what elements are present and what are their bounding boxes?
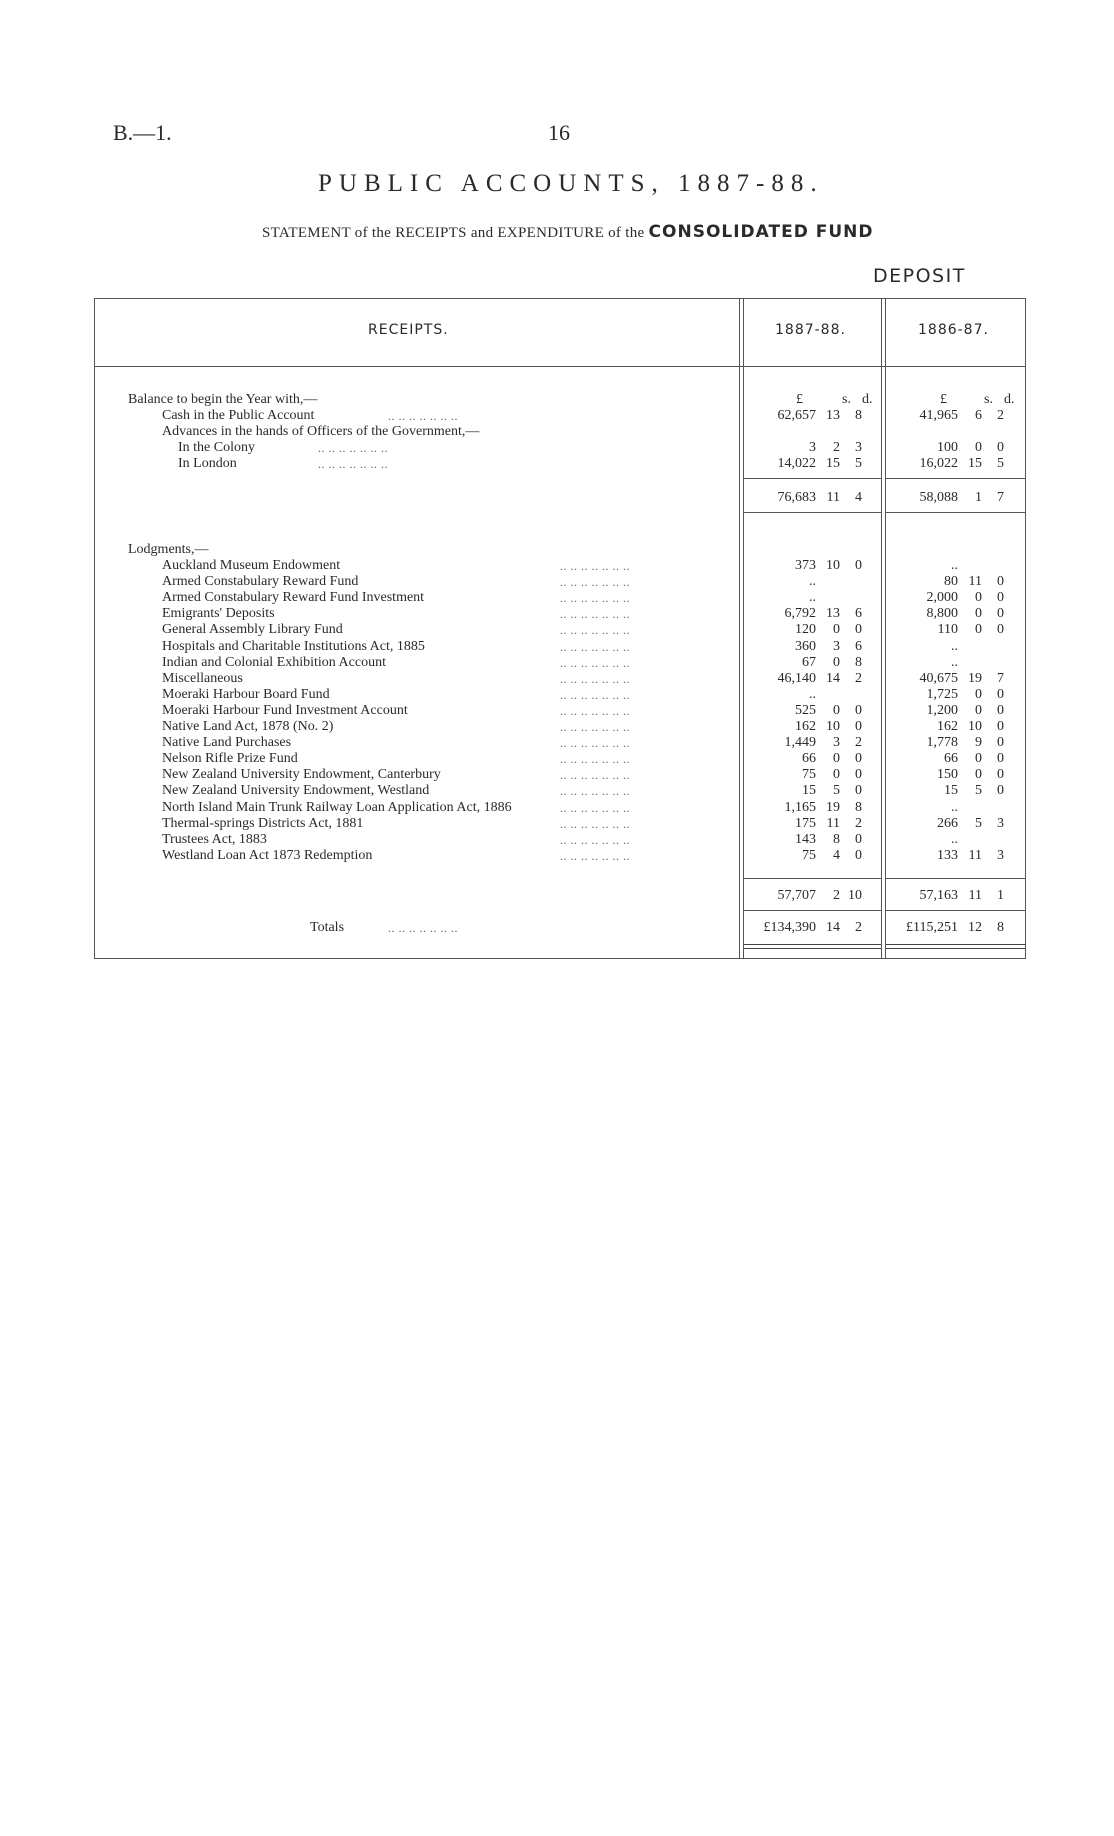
- pounds: ..: [809, 590, 816, 606]
- pence: 0: [855, 783, 862, 799]
- lodgments-heading: Lodgments,—: [128, 542, 209, 557]
- pence: 8: [997, 920, 1004, 935]
- row-label: Miscellaneous: [162, 670, 243, 686]
- pounds: ..: [951, 831, 958, 847]
- subtotal-rule: [886, 910, 1025, 911]
- pounds: 120: [795, 622, 816, 638]
- row-label: Thermal-springs Districts Act, 1881: [162, 815, 364, 831]
- advances-heading: Advances in the hands of Officers of the Government,—: [162, 424, 480, 439]
- table-left-border: [94, 298, 95, 958]
- pence: 0: [997, 702, 1004, 718]
- shillings: 10: [826, 719, 840, 734]
- row-label: In the Colony: [178, 440, 255, 455]
- balance-heading: Balance to begin the Year with,—: [128, 392, 318, 407]
- amount-1887-88: [744, 888, 862, 904]
- row-label: Armed Constabulary Reward Fund Investment: [162, 590, 425, 606]
- amount-1887-88: [744, 735, 862, 751]
- amount-1887-88: [744, 751, 862, 767]
- units-shillings-1887: s.: [842, 392, 851, 407]
- subtotal-rule: [744, 512, 881, 513]
- amount-1886-87: [886, 639, 1004, 655]
- shillings: 0: [833, 622, 840, 638]
- units-pounds-1886: £: [940, 392, 947, 407]
- pounds: 80: [944, 574, 958, 590]
- pence: 7: [997, 670, 1004, 686]
- amount-1887-88: [744, 622, 862, 638]
- row-label: Westland Loan Act 1873 Redemption: [162, 847, 373, 863]
- pence: 2: [997, 408, 1004, 423]
- pence: 0: [997, 686, 1004, 702]
- leader-dots: .. .. .. .. .. .. ..: [560, 687, 630, 702]
- amount-1886-87: [886, 456, 1004, 472]
- units-pence-1886: d.: [1004, 392, 1015, 407]
- shillings: 19: [826, 799, 840, 815]
- pence: 0: [997, 719, 1004, 734]
- row-label: Hospitals and Charitable Institutions Act, 1885: [162, 638, 425, 654]
- shillings: 5: [833, 783, 840, 799]
- column-header-receipts: RECEIPTS.: [368, 322, 449, 338]
- table-bottom-rule: [94, 958, 1026, 959]
- pounds: 66: [944, 751, 958, 767]
- amount-1886-87: [886, 783, 1004, 799]
- pence: 2: [855, 815, 862, 831]
- pounds: 75: [802, 847, 816, 863]
- pounds: 40,675: [919, 670, 958, 686]
- pounds: ..: [809, 686, 816, 702]
- amount-1887-88: [744, 558, 862, 574]
- pence: 0: [855, 767, 862, 783]
- row-label: New Zealand University Endowment, Canterbury: [162, 767, 441, 783]
- pounds: 46,140: [777, 670, 816, 686]
- shillings: 3: [833, 735, 840, 751]
- pence: 10: [848, 888, 862, 903]
- shillings: 12: [968, 920, 982, 935]
- amount-1887-88: [744, 687, 862, 703]
- pounds: 100: [937, 440, 958, 455]
- page-number: 16: [548, 120, 570, 145]
- amount-1886-87: [886, 719, 1004, 735]
- leader-dots: .. .. .. .. .. .. ..: [318, 457, 388, 471]
- shillings: 0: [975, 590, 982, 606]
- pounds: 373: [795, 558, 816, 573]
- shillings: 10: [968, 719, 982, 734]
- pence: 6: [855, 638, 862, 654]
- leader-dots: .. .. .. .. .. .. ..: [388, 921, 458, 935]
- shillings: 11: [826, 490, 840, 505]
- amount-1886-87: [886, 832, 1004, 848]
- amount-1887-88: [744, 800, 862, 816]
- pounds: 1,725: [926, 686, 958, 702]
- units-shillings-1886: s.: [984, 392, 993, 407]
- pounds: 162: [795, 719, 816, 734]
- shillings: 14: [826, 670, 840, 686]
- row-label: North Island Main Trunk Railway Loan Application Act, 1886: [162, 799, 512, 815]
- amount-1886-87: [886, 703, 1004, 719]
- pounds: £134,390: [763, 920, 816, 935]
- pence: 0: [997, 440, 1004, 455]
- pence: 3: [997, 815, 1004, 831]
- pounds: 162: [937, 719, 958, 734]
- pence: 0: [855, 751, 862, 767]
- pence: 0: [855, 558, 862, 573]
- leader-dots: .. .. .. .. .. .. ..: [560, 559, 630, 573]
- pence: 0: [997, 783, 1004, 799]
- shillings: 10: [826, 558, 840, 573]
- amount-1887-88: [744, 590, 862, 606]
- leader-dots: .. .. .. .. .. .. ..: [560, 703, 630, 718]
- pounds: 2,000: [926, 590, 958, 606]
- leader-dots: .. .. .. .. .. .. ..: [560, 639, 630, 654]
- pounds: ..: [951, 654, 958, 670]
- shillings: 1: [975, 490, 982, 505]
- leader-dots: .. .. .. .. .. .. ..: [560, 575, 630, 590]
- leader-dots: .. .. .. .. .. .. ..: [560, 623, 630, 638]
- pence: 1: [997, 888, 1004, 903]
- row-label: In London: [178, 456, 237, 471]
- leader-dots: .. .. .. .. .. .. ..: [560, 591, 630, 606]
- pounds: 15: [944, 783, 958, 799]
- amount-1886-87: [886, 622, 1004, 638]
- shillings: 5: [975, 815, 982, 831]
- pounds: 143: [795, 831, 816, 847]
- pence: 5: [997, 456, 1004, 471]
- amount-1886-87: [886, 574, 1004, 590]
- pounds: 266: [937, 815, 958, 831]
- pounds: ..: [951, 638, 958, 654]
- pounds: 1,165: [784, 799, 816, 815]
- shillings: 8: [833, 831, 840, 847]
- pounds: 66: [802, 751, 816, 767]
- leader-dots: .. .. .. .. .. .. ..: [560, 816, 630, 831]
- pounds: 58,088: [919, 490, 958, 505]
- shillings: 11: [968, 888, 982, 903]
- amount-1887-88: [744, 440, 862, 456]
- pence: 0: [997, 735, 1004, 751]
- amount-1887-88: [744, 606, 862, 622]
- totals-double-rule: [886, 944, 1025, 949]
- amount-1887-88: [744, 816, 862, 832]
- pence: 3: [997, 847, 1004, 863]
- leader-dots: .. .. .. .. .. .. ..: [560, 848, 630, 863]
- section-heading: DEPOSIT: [873, 265, 966, 287]
- pounds: 67: [802, 654, 816, 670]
- pounds: 41,965: [919, 408, 958, 423]
- shillings: 6: [975, 408, 982, 423]
- pounds: 1,449: [784, 735, 816, 751]
- pence: 0: [997, 622, 1004, 638]
- pounds: 133: [937, 847, 958, 863]
- pounds: 75: [802, 767, 816, 783]
- pounds: 175: [795, 815, 816, 831]
- pence: 0: [855, 847, 862, 863]
- subtotal-rule: [886, 478, 1025, 479]
- amount-1886-87: [886, 590, 1004, 606]
- pounds: 360: [795, 638, 816, 654]
- shillings: 15: [968, 456, 982, 471]
- leader-dots: .. .. .. .. .. .. ..: [560, 607, 630, 622]
- pounds: 8,800: [926, 606, 958, 622]
- shillings: 19: [968, 670, 982, 686]
- row-label: Cash in the Public Account: [162, 408, 315, 423]
- shillings: 2: [833, 440, 840, 455]
- leader-dots: .. .. .. .. .. .. ..: [388, 409, 458, 423]
- shillings: 0: [975, 686, 982, 702]
- pence: 7: [997, 490, 1004, 505]
- pounds: 62,657: [777, 408, 816, 423]
- amount-1887-88: [744, 719, 862, 735]
- pence: 0: [855, 831, 862, 847]
- pence: 2: [855, 670, 862, 686]
- column-header-1886-87: 1886-87.: [918, 322, 989, 338]
- shillings: 9: [975, 735, 982, 751]
- column-header-1887-88: 1887-88.: [775, 322, 846, 338]
- amount-1886-87: [886, 440, 1004, 456]
- column-divider-1: [739, 298, 740, 958]
- shillings: 0: [833, 654, 840, 670]
- amount-1886-87: [886, 751, 1004, 767]
- amount-1887-88: [744, 655, 862, 671]
- pence: 2: [855, 920, 862, 935]
- shillings: 0: [975, 767, 982, 783]
- amount-1886-87: [886, 816, 1004, 832]
- pounds: 3: [809, 440, 816, 455]
- table-right-border: [1025, 298, 1026, 958]
- pence: 0: [997, 767, 1004, 783]
- table-top-rule: [94, 298, 1026, 299]
- amount-1887-88: [744, 574, 862, 590]
- leader-dots: .. .. .. .. .. .. ..: [560, 655, 630, 670]
- pence: 8: [855, 799, 862, 815]
- shillings: 0: [975, 606, 982, 622]
- units-pence-1887: d.: [862, 392, 873, 407]
- shillings: 0: [975, 702, 982, 718]
- pounds: 16,022: [919, 456, 958, 471]
- amount-1886-87: [886, 655, 1004, 671]
- amount-1886-87: [886, 408, 1004, 424]
- shillings: 2: [833, 888, 840, 903]
- shillings: 5: [975, 783, 982, 799]
- subtotal-rule: [886, 878, 1025, 879]
- amount-1886-87: [886, 767, 1004, 783]
- row-label: Armed Constabulary Reward Fund: [162, 574, 359, 590]
- table-header-rule: [94, 366, 1026, 367]
- pounds: 525: [795, 702, 816, 718]
- pounds: 1,778: [926, 735, 958, 751]
- leader-dots: .. .. .. .. .. .. ..: [318, 441, 388, 455]
- pounds: £115,251: [906, 920, 958, 935]
- amount-1887-88: [744, 783, 862, 799]
- shillings: 3: [833, 638, 840, 654]
- pounds: 15: [802, 783, 816, 799]
- pounds: 6,792: [784, 606, 816, 622]
- shillings: 13: [826, 408, 840, 423]
- amount-1887-88: [744, 767, 862, 783]
- pounds: ..: [951, 558, 958, 573]
- pence: 0: [997, 606, 1004, 622]
- document-reference: B.—1.: [113, 120, 172, 145]
- shillings: 14: [826, 920, 840, 935]
- total-1887-88: [744, 920, 862, 936]
- shillings: 0: [833, 767, 840, 783]
- shillings: 0: [833, 751, 840, 767]
- shillings: 4: [833, 847, 840, 863]
- pence: 0: [855, 622, 862, 638]
- pounds: 76,683: [777, 490, 816, 505]
- pounds: 57,163: [919, 888, 958, 903]
- shillings: 0: [975, 622, 982, 638]
- amount-1887-88: [744, 639, 862, 655]
- leader-dots: .. .. .. .. .. .. ..: [560, 720, 630, 734]
- subtotal-rule: [744, 910, 881, 911]
- pence: 0: [855, 702, 862, 718]
- statement-prefix: STATEMENT of the RECEIPTS and EXPENDITURE of the: [262, 225, 645, 241]
- leader-dots: .. .. .. .. .. .. ..: [560, 768, 630, 783]
- pounds: 14,022: [777, 456, 816, 471]
- pence: 8: [855, 408, 862, 423]
- units-pounds-1887: £: [796, 392, 803, 407]
- shillings: 0: [975, 751, 982, 767]
- pounds: ..: [809, 574, 816, 590]
- statement-heading: [262, 222, 874, 242]
- pence: 8: [855, 654, 862, 670]
- pence: 5: [855, 456, 862, 471]
- pence: 4: [855, 490, 862, 505]
- amount-1886-87: [886, 558, 1004, 574]
- subtotal-rule: [744, 478, 881, 479]
- row-label: Auckland Museum Endowment: [162, 558, 341, 573]
- amount-1887-88: [744, 848, 862, 864]
- pounds: 110: [937, 622, 958, 638]
- row-label: Native Land Purchases: [162, 735, 292, 751]
- row-label: Emigrants' Deposits: [162, 606, 275, 622]
- leader-dots: .. .. .. .. .. .. ..: [560, 832, 630, 847]
- pounds: 150: [937, 767, 958, 783]
- pounds: 1,200: [926, 702, 958, 718]
- row-label: Native Land Act, 1878 (No. 2): [162, 719, 334, 734]
- pence: 0: [997, 574, 1004, 590]
- leader-dots: .. .. .. .. .. .. ..: [560, 752, 630, 767]
- pence: 2: [855, 735, 862, 751]
- subtotal-rule: [886, 512, 1025, 513]
- amount-1886-87: [886, 671, 1004, 687]
- shillings: 13: [826, 606, 840, 622]
- row-label: Trustees Act, 1883: [162, 831, 267, 847]
- shillings: 11: [826, 815, 840, 831]
- totals-label: Totals: [310, 920, 345, 935]
- shillings: 15: [826, 456, 840, 471]
- amount-1886-87: [886, 735, 1004, 751]
- pence: 0: [997, 590, 1004, 606]
- pence: 0: [997, 751, 1004, 767]
- amount-1887-88: [744, 832, 862, 848]
- row-label: New Zealand University Endowment, Westland: [162, 783, 430, 799]
- subtotal-rule: [744, 878, 881, 879]
- amount-1886-87: [886, 606, 1004, 622]
- amount-1886-87: [886, 888, 1004, 904]
- pence: 3: [855, 440, 862, 455]
- row-label: Moeraki Harbour Board Fund: [162, 686, 330, 702]
- leader-dots: .. .. .. .. .. .. ..: [560, 784, 630, 799]
- row-label: Nelson Rifle Prize Fund: [162, 751, 298, 767]
- statement-fund: CONSOLIDATED FUND: [648, 222, 874, 242]
- total-1886-87: [886, 920, 1004, 936]
- leader-dots: .. .. .. .. .. .. ..: [560, 736, 630, 751]
- totals-double-rule: [744, 944, 881, 949]
- amount-1887-88: [744, 703, 862, 719]
- row-label: Indian and Colonial Exhibition Account: [162, 654, 386, 670]
- pounds: ..: [951, 799, 958, 815]
- pence: 0: [855, 719, 862, 734]
- amount-1886-87: [886, 687, 1004, 703]
- column-divider-2: [881, 298, 882, 958]
- amount-1886-87: [886, 800, 1004, 816]
- amount-1887-88: [744, 490, 862, 506]
- amount-1887-88: [744, 671, 862, 687]
- pence: 6: [855, 606, 862, 622]
- page-title: PUBLIC ACCOUNTS, 1887-88.: [318, 170, 824, 197]
- shillings: 0: [833, 702, 840, 718]
- leader-dots: .. .. .. .. .. .. ..: [560, 800, 630, 815]
- shillings: 11: [968, 574, 982, 590]
- leader-dots: .. .. .. .. .. .. ..: [560, 671, 630, 686]
- pounds: 57,707: [777, 888, 816, 903]
- amount-1886-87: [886, 848, 1004, 864]
- shillings: 11: [968, 847, 982, 863]
- amount-1886-87: [886, 490, 1004, 506]
- row-label: General Assembly Library Fund: [162, 622, 343, 638]
- amount-1887-88: [744, 456, 862, 472]
- row-label: Moeraki Harbour Fund Investment Account: [162, 702, 408, 718]
- shillings: 0: [975, 440, 982, 455]
- amount-1887-88: [744, 408, 862, 424]
